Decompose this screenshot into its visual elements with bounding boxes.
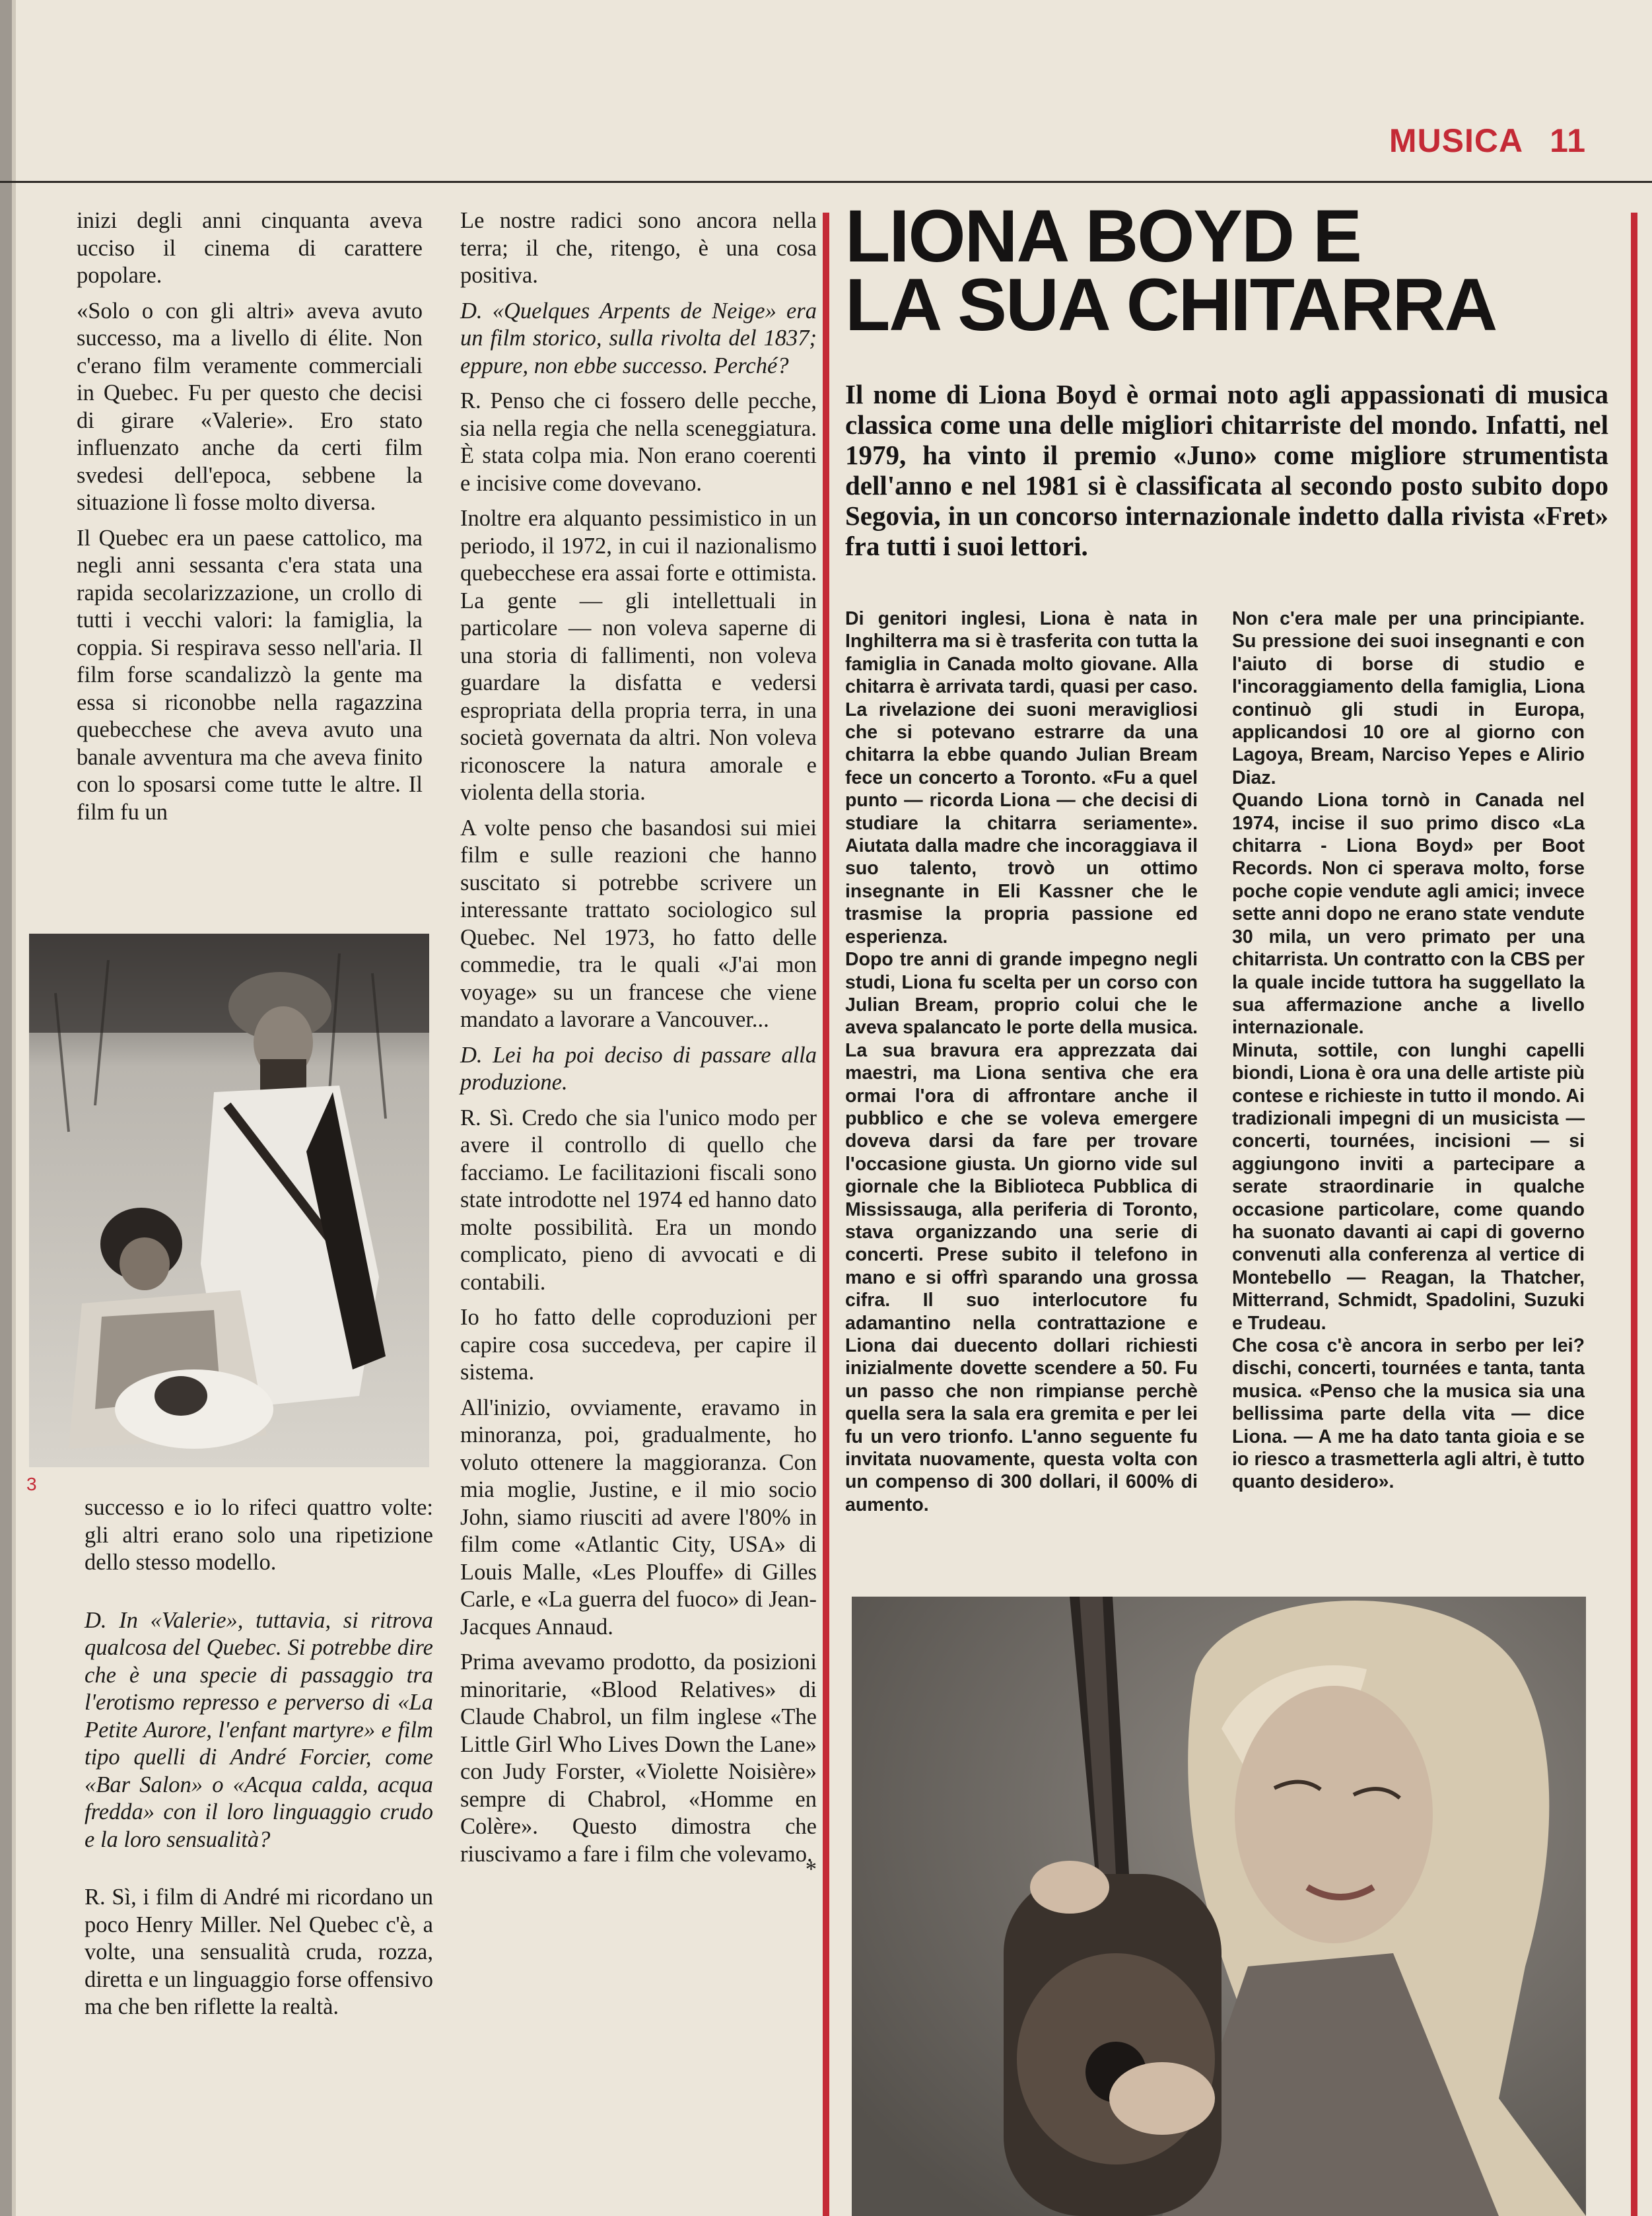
paragraph: «Solo o con gli altri» aveva avuto successo, ma a livello di élite. Non c'erano film veramente commerciali in Quebec. Fu per questo che decisi di girare «Valerie». Ero stato influenzato anche da certi film svedesi dell'epoca, sebbene la situazione lì fosse molto diversa.: [77, 298, 423, 515]
paragraph: Quando Liona tornò in Canada nel 1974, incise il suo primo disco «La chitarra - Liona Boyd» per Boot Records. Non ci sperava molto, forse poche copie vendute agli amici; invece sette anni dopo ne erano state vendute 30 mila, un vero primato per una chitarrista. Un contratto con la CBS per la quale incide tuttora ha suggellato la sua affermazione anche a livello internazionale.: [1232, 790, 1585, 1039]
headline-line-1: LIONA BOYD E: [845, 195, 1361, 277]
end-mark: *: [805, 1857, 817, 1882]
interview-column-1-continued: [85, 1494, 433, 2029]
question-paragraph: D. «Quelques Arpents de Neige» era un film storico, sulla rivolta del 1837; eppure, non ebbe successo. Perché?: [460, 298, 817, 378]
page-binding-shadow: [12, 0, 16, 2216]
portrait-image: [852, 1597, 1586, 2216]
section-title: MUSICA: [1389, 122, 1524, 159]
photo-liona-boyd-portrait: [852, 1597, 1586, 2216]
paragraph: Il Quebec era un paese cattolico, ma negli anni sessanta c'era stata una rapida secolarizzazione, un crollo di tutti i vecchi valori: la famiglia, la coppia. Si respirava sesso nell'aria. Il film forse scandalizzò la gente ma essa si riconobbe nella ragazzina quebecchese che aveva avuto una banale avventura ma che aveva finito con lo sposarsi come tutte le altre. Il film fu un: [77, 525, 423, 825]
paragraph: Inoltre era alquanto pessimistico in un periodo, il 1972, in cui il nazionalismo quebecchese era assai forte e ottimista. La gente — gli intellettuali in particolare — non voleva saperne di una storia di fallimenti, non voleva guardare la disfatta e vedersi espropriata della propria terra, in una società governata da altri. Non voleva riconoscere la natura amorale e violenta della storia.: [460, 506, 817, 805]
photo-caption-number: 3: [26, 1474, 37, 1494]
article-headline: [845, 195, 1624, 346]
paragraph: Le nostre radici sono ancora nella terra; il che, ritengo, è una cosa positiva.: [460, 208, 817, 288]
paragraph: Che cosa c'è ancora in serbo per lei? dischi, concerti, tournées e tanta, tanta musica. «Penso che la musica sia una bellissima parte della vita — dice Liona. — A me ha dato tanta gioia e se io riesco a trasmetterla agli altri, è tutto quanto desidero».: [1232, 1335, 1585, 1493]
answer-paragraph: R. Sì, i film di André mi ricordano un poco Henry Miller. Nel Quebec c'è, a volte, una sensualità cruda, rozza, diretta e un linguaggio forse offensivo ma che ben riflette la realtà.: [85, 1885, 433, 2019]
paragraph: Dopo tre anni di grande impegno negli studi, Liona fu scelta per un corso con Julian Bream, proprio colui che le aveva spalancato le porte della musica. La sua bravura era apprezzata dai maestri, ma Liona sentiva che era ormai l'ora di affrontare anche il pubblico e che se voleva emergere doveva darsi da fare per trovare l'occasione giusta. Un giorno vide sul giornale che la Biblioteca Pubblica di Mississauga, alla periferia di Toronto, stava organizzando una serie di concerti. Prese subito il telefono in mano e si offrì sparando una grossa cifra. Il suo interlocutore fu adamantino nella contrattazione e Liona dai duecento dollari richiesti inizialmente dovette scendere a 50. Fu un passo che non rimpianse perchè quella sera la sala era gremita e per lei fu un vero trionfo. L'anno seguente fu invitata nuovamente, questa volta con un compenso di 300 dollari, il 600% di aumento.: [845, 949, 1198, 1515]
paragraph: Io ho fatto delle coproduzioni per capire cosa succedeva, per capire il sistema.: [460, 1305, 817, 1385]
section-header: [1389, 121, 1586, 160]
article-column-2: [1232, 607, 1585, 1494]
paragraph: All'inizio, ovviamente, eravamo in minoranza, poi, gradualmente, ho voluto ottenere la maggioranza. Con mia moglie, Justine, e il mio socio John, siamo riusciti ad avere l'80% in film come «Atlantic City, USA» di Louis Malle, «Les Plouffe» di Gilles Carle, e «La guerra del fuoco» di Jean-Jacques Annaud.: [460, 1395, 817, 1640]
interview-column-2: [460, 207, 817, 1884]
interview-column-1: [77, 207, 423, 834]
question-paragraph: D. In «Valerie», tuttavia, si ritrova qualcosa del Quebec. Si potrebbe dire che è una specie di passaggio tra l'erotismo represso e perverso di «La Petite Aurore, l'enfant martyre» e film tipo quelli di André Forcier, come «Bar Salon» o «Acqua calda, acqua fredda» con il loro linguaggio crudo e la loro sensualità?: [85, 1607, 433, 1852]
answer-paragraph: R. Sì. Credo che sia l'unico modo per avere il controllo di quello che facciamo. Le facilitazioni fiscali sono state introdotte nel 1974 ed hanno dato molte possibilità. Era un mondo complicato, pieno di avvocati e di contabili.: [460, 1105, 817, 1295]
question-paragraph: D. Lei ha poi deciso di passare alla produzione.: [460, 1042, 817, 1095]
answer-paragraph: R. Penso che ci fossero delle pecche, sia nella regia che nella sceneggiatura. È stata colpa mia. Non erano coerenti e incisive come dovevano.: [460, 388, 817, 496]
headline-line-2: LA SUA CHITARRA: [845, 263, 1497, 346]
paragraph: Prima avevamo prodotto, da posizioni minoritarie, «Blood Relatives» di Claude Chabrol, un film inglese «The Little Girl Who Lives Down the Lane» con Judy Forster, «Violette Noisière» sempre di Chabrol, «Homme en Colère». Questo dimostra che riuscivamo a fare i film che volevamo.: [460, 1649, 817, 1867]
article-frame-right: [1631, 213, 1637, 2216]
header-rule: [0, 181, 1652, 183]
photo-film-still-snow: [29, 934, 429, 1467]
paragraph: successo e io lo rifeci quattro volte: gli altri erano solo una ripetizione dello stesso modello.: [85, 1495, 433, 1575]
article-frame-left: [823, 213, 829, 2216]
article-intro: Il nome di Liona Boyd è ormai noto agli appassionati di musica classica come una delle migliori chitarriste del mondo. Infatti, nel 1979, ha vinto il premio «Juno» come migliore strumentista dell'anno e nel 1981 si è classificata al secondo posto subito dopo Segovia, in un concorso internazionale indetto dalla rivista «Fret» fra tutti i suoi lettori.: [845, 379, 1608, 561]
page-number: 11: [1550, 122, 1586, 159]
paragraph: Non c'era male per una principiante. Su pressione dei suoi insegnanti e con l'aiuto di borse di studio e l'incoraggiamento della famiglia, Liona continuò gli studi in Europa, applicandosi 10 ore al giorno con Lagoya, Bream, Narciso Yepes e Alirio Diaz.: [1232, 608, 1585, 788]
film-still-image: [29, 934, 429, 1467]
article-column-1: [845, 607, 1198, 1516]
paragraph: Minuta, sottile, con lunghi capelli biondi, Liona è ora una delle artiste più contese e richieste in tutto il mondo. Ai tradizionali impegni di un musicista — concerti, tournées, incisioni — si aggiungono inviti a partecipare a serate straordinarie in qualche occasione particolare, come quando ha suonato davanti ai capi di governo convenuti alla conferenza al vertice di Montebello — Reagan, la Thatcher, Mitterrand, Schmidt, Spadolini, Suzuki e Trudeau.: [1232, 1039, 1585, 1334]
paragraph: inizi degli anni cinquanta aveva ucciso il cinema di carattere popolare.: [77, 208, 423, 288]
paragraph: A volte penso che basandosi sui miei film e sulle reazioni che hanno suscitato si potrebbe scrivere un interessante trattato sociologico sul Quebec. Nel 1973, ho fatto delle commedie, tra le quali «J'ai mon voyage» su un francese che viene mandato a lavorare a Vancouver...: [460, 815, 817, 1032]
paragraph: Di genitori inglesi, Liona è nata in Inghilterra ma si è trasferita con tutta la famiglia in Canada molto giovane. Alla chitarra è arrivata tardi, quasi per caso. La rivelazione dei suoni meravigliosi che si potevano estrarre da una chitarra la ebbe quando Julian Bream fece un concerto a Toronto. «Fu a quel punto — ricorda Liona — che decisi di studiare la chitarra seriamente». Aiutata dalla madre che incoraggiava il suo talento, trovò un ottimo insegnante in Eli Kassner che le trasmise la propria passione ed esperienza.: [845, 608, 1198, 948]
page-binding-edge: [0, 0, 12, 2216]
